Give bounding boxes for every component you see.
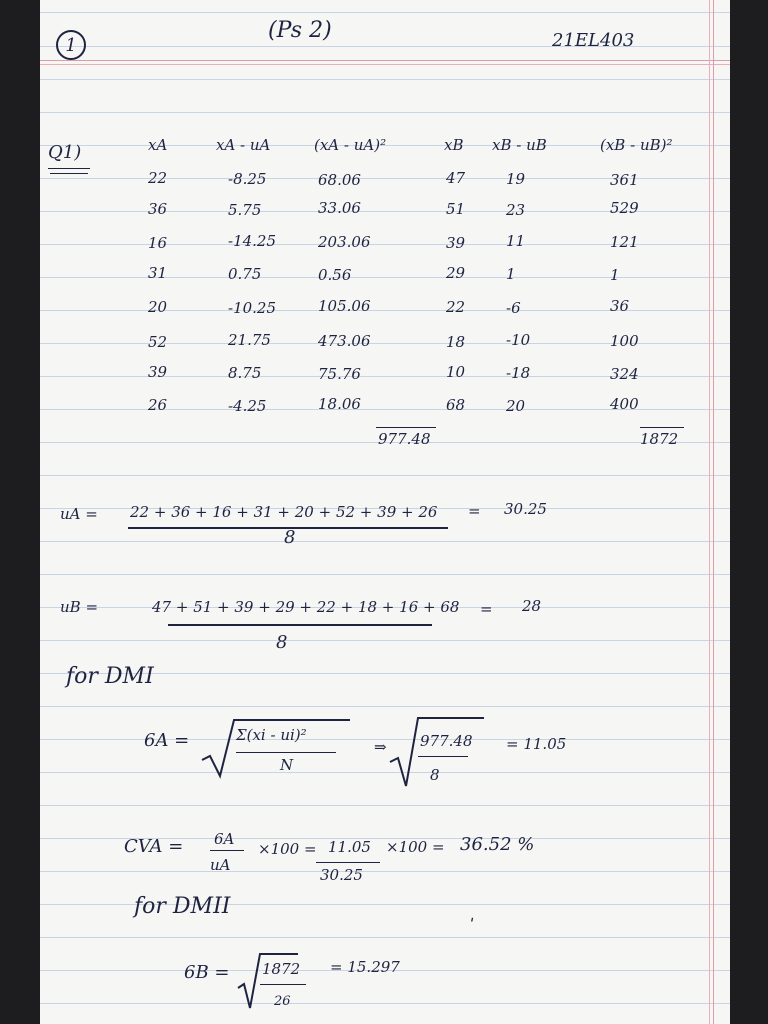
table-cell: 22 [148,169,168,187]
mean-a-lhs: uA = [60,505,98,523]
sigma-b-lhs: 6B = [184,962,230,983]
table-cell: 324 [610,365,639,383]
table-cell: 0.56 [318,266,352,284]
mean-a-eq: = [468,502,481,520]
table-header-3: xB [444,136,464,154]
table-cell: 16 [148,234,168,252]
table-header-4: xB - uB [492,136,547,154]
table-header-2: (xA - uA)² [314,136,387,154]
table-cell: 361 [610,171,639,189]
margin-line-top [40,60,730,61]
sigma-a-value-den: 8 [430,766,440,784]
table-header-5: (xB - uB)² [600,136,673,154]
table-cell: 68.06 [318,171,361,189]
cv-a-frac-num: 6A [214,830,235,848]
table-cell: 75.76 [318,365,361,383]
cv-a-frac-bar [210,850,244,851]
cv-a-result: 36.52 % [460,834,535,855]
table-cell: 39 [446,234,466,252]
table-cell: 26 [148,396,168,414]
sum-b: 1872 [640,430,679,448]
table-header-0: xA [148,136,168,154]
question-underline-2 [50,173,88,174]
sigma-b-num: 1872 [262,960,301,978]
table-cell: 52 [148,333,168,351]
cv-a-lhs: CVA = [124,836,184,857]
question-label: Q1) [48,142,82,163]
sigma-b-bar [260,984,306,985]
margin-line-top-2 [40,64,730,65]
table-cell: 47 [446,169,466,187]
table-cell: -6 [506,299,521,317]
mean-b-numerator: 47 + 51 + 39 + 29 + 22 + 18 + 16 + 68 [152,598,460,616]
dm1-heading: for DMI [66,664,154,689]
mean-a-numerator: 22 + 36 + 16 + 31 + 20 + 52 + 39 + 26 [130,503,438,521]
sigma-b-den: 26 [274,994,291,1009]
table-cell: 36 [610,297,630,315]
cv-a-num2: 11.05 [328,838,371,856]
sigma-a-formula-den: N [280,756,294,774]
table-header-1: xA - uA [216,136,271,154]
sigma-a-formula-num: Σ(xi - ui)² [236,726,307,744]
table-cell: 11 [506,232,526,250]
sum-a: 977.48 [378,430,431,448]
stray-mark: ˌ [470,906,475,924]
table-cell: 21.75 [228,331,271,349]
table-cell: 39 [148,363,168,381]
question-underline [48,168,90,169]
mean-b-denominator: 8 [276,632,288,653]
table-cell: -10 [506,331,531,349]
table-cell: 36 [148,200,168,218]
table-cell: 203.06 [318,233,371,251]
sigma-a-lhs: 6A = [144,730,190,751]
table-cell: 105.06 [318,297,371,315]
table-cell: 529 [610,199,639,217]
table-cell: -10.25 [228,299,277,317]
table-cell: 473.06 [318,332,371,350]
sigma-b-result: = 15.297 [330,958,400,976]
mean-b-result: 28 [522,597,542,615]
roll-number: 21EL403 [552,30,635,51]
cv-a-mult2: ×100 = [386,838,445,856]
mean-b-lhs: uB = [60,598,99,616]
dm2-heading: for DMII [134,894,231,919]
table-cell: 400 [610,395,639,413]
margin-line-right-2 [709,0,710,1024]
cv-a-frac-den: uA [210,856,231,874]
notebook-page [40,0,730,1024]
table-cell: 1 [610,266,620,284]
mean-a-denominator: 8 [284,527,296,548]
sum-a-line [376,427,436,428]
table-cell: 1 [506,265,516,283]
margin-line-right [713,0,714,1024]
page-title: (Ps 2) [268,18,332,43]
table-cell: -4.25 [228,397,267,415]
table-cell: -14.25 [228,232,277,250]
mean-a-result: 30.25 [504,500,547,518]
table-cell: 20 [506,397,526,415]
sigma-a-result: = 11.05 [506,735,567,753]
table-cell: 31 [148,264,168,282]
page-number: 1 [65,34,77,56]
table-cell: 68 [446,396,466,414]
table-cell: 51 [446,200,466,218]
table-cell: 20 [148,298,168,316]
table-cell: 0.75 [228,265,262,283]
mean-b-fraction-bar [168,624,432,626]
table-cell: 100 [610,332,639,350]
sigma-a-value-bar [418,756,468,757]
table-cell: 121 [610,233,639,251]
mean-b-eq: = [480,600,493,618]
table-cell: 19 [506,170,526,188]
sum-b-line [640,427,684,428]
table-cell: 18.06 [318,395,361,413]
cv-a-den2: 30.25 [320,866,363,884]
table-cell: -18 [506,364,531,382]
sigma-a-arrow: ⇒ [374,738,387,756]
sigma-a-value-num: 977.48 [420,732,473,750]
table-cell: 18 [446,333,466,351]
table-cell: 5.75 [228,201,262,219]
table-cell: 33.06 [318,199,361,217]
page-number-circle [56,30,86,60]
cv-a-mult1: ×100 = [258,840,317,858]
table-cell: -8.25 [228,170,267,188]
table-cell: 8.75 [228,364,262,382]
sigma-a-formula-bar [236,752,336,753]
table-cell: 22 [446,298,466,316]
table-cell: 29 [446,264,466,282]
cv-a-frac2-bar [316,862,380,863]
table-cell: 10 [446,363,466,381]
table-cell: 23 [506,201,526,219]
